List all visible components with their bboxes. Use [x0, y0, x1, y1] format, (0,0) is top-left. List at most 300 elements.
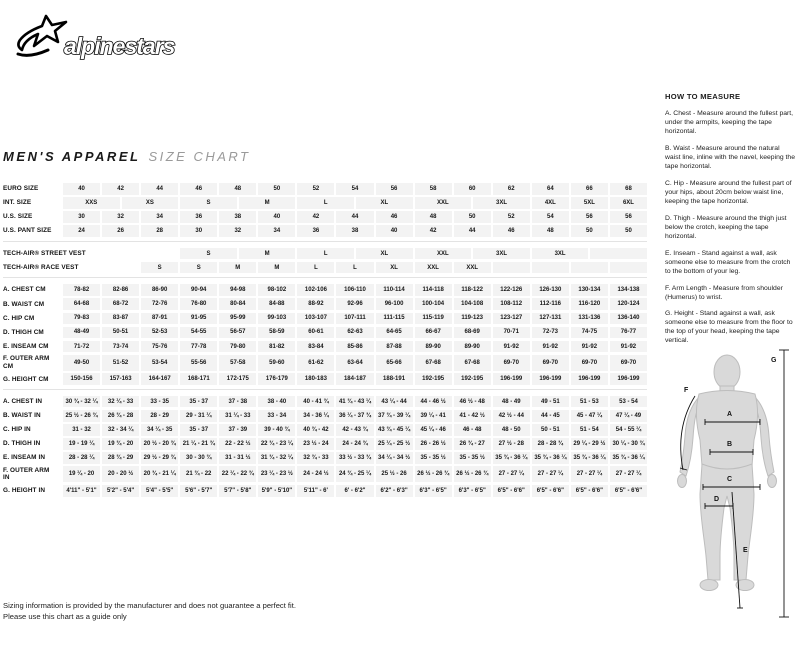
size-cell: 54: [532, 211, 569, 223]
size-cell: 24 - 24 ¾: [336, 438, 373, 450]
size-cell: 180-183: [297, 373, 334, 385]
size-cell: 35 ¾ - 36 ¼: [571, 452, 608, 464]
label-c: C: [727, 476, 733, 483]
row-label: TECH-AIR® RACE VEST: [3, 263, 79, 271]
size-cell: 47 ¼ - 49: [610, 410, 647, 422]
size-cell: 50 - 51: [532, 424, 569, 436]
label-a: A: [727, 411, 733, 418]
size-cell: 106-110: [336, 284, 373, 296]
size-cell: 28 - 28 ¼: [63, 452, 100, 464]
size-cell: 130-134: [571, 284, 608, 296]
size-cell: XXL: [415, 262, 452, 274]
size-cell: 70-71: [493, 327, 530, 339]
size-cell: 192-195: [454, 373, 491, 385]
size-cell: 83-87: [102, 313, 139, 325]
size-cell: 52: [297, 183, 334, 195]
size-cell: S: [180, 262, 217, 274]
size-cell: [571, 262, 608, 274]
size-cell: 4XL: [532, 197, 569, 209]
size-cell: 40: [63, 183, 100, 195]
size-cell: 64-68: [63, 298, 100, 310]
size-cell: 111-115: [376, 313, 413, 325]
size-cell: 79-83: [63, 313, 100, 325]
size-cell: [590, 248, 647, 260]
size-cell: 34 ¼ - 34 ½: [376, 452, 413, 464]
size-cell: 69-70: [610, 355, 647, 371]
size-cell: XXL: [454, 262, 491, 274]
how-to-measure: [665, 92, 795, 354]
size-cell: 28 - 29: [141, 410, 178, 422]
measure-item-inseam: E. Inseam - Stand against a wall, ask someone else to measure from the crotch to the bottom of your leg.: [665, 249, 791, 275]
row-label: A. CHEST CM: [3, 286, 46, 294]
size-cell: 27 ½ - 28: [493, 438, 530, 450]
size-cell: 86-90: [141, 284, 178, 296]
size-cell: 112-116: [532, 298, 569, 310]
measure-item-chest: A. Chest - Measure around the fullest part, under the armpits, keeping the tape horizontal.: [665, 110, 794, 135]
size-cell: 91-92: [532, 341, 569, 353]
table-row: [3, 211, 647, 223]
row-label: U.S. SIZE: [3, 213, 33, 221]
size-cell: 72-73: [532, 327, 569, 339]
size-cell: 68-72: [102, 298, 139, 310]
size-cell: 76-80: [180, 298, 217, 310]
size-cell: 26 - 26 ½: [415, 438, 452, 450]
size-cell: 3XL: [532, 248, 589, 260]
table-row: [3, 197, 647, 209]
row-label: TECH-AIR® STREET VEST: [3, 249, 86, 257]
size-cell: 34: [141, 211, 178, 223]
row-label: G. HEIGHT CM: [3, 375, 49, 383]
size-cell: 188-191: [376, 373, 413, 385]
size-cell: 73-74: [102, 341, 139, 353]
size-cell: 51 - 53: [571, 396, 608, 408]
size-cell: 43 ¼ - 44: [376, 396, 413, 408]
size-cell: 34 - 36 ¼: [297, 410, 334, 422]
size-cell: 104-108: [454, 298, 491, 310]
size-cell: 84-88: [258, 298, 295, 310]
brand-wordmark: alpinestars: [64, 33, 175, 59]
size-cell: 36: [297, 225, 334, 237]
size-cell: 27 - 27 ¼: [532, 466, 569, 482]
size-cell: 35 - 35 ½: [454, 452, 491, 464]
size-cell: 48: [219, 183, 256, 195]
size-cell: 42: [297, 211, 334, 223]
size-cell: 168-171: [180, 373, 217, 385]
size-cell: 91-92: [610, 341, 647, 353]
size-cell: 46: [180, 183, 217, 195]
size-cell: 24 ¾ - 25 ¼: [336, 466, 373, 482]
label-g: G: [771, 357, 777, 364]
size-cell: 118-122: [454, 284, 491, 296]
size-cell: 6'3" - 6'5": [415, 485, 452, 497]
row-label: E. INSEAM IN: [3, 454, 46, 462]
size-cell: 89-90: [454, 341, 491, 353]
size-cell: 66: [571, 183, 608, 195]
size-cell: 46 - 48: [454, 424, 491, 436]
size-cell: 80-84: [219, 298, 256, 310]
size-cell: 100-104: [415, 298, 452, 310]
size-cell: 110-114: [376, 284, 413, 296]
size-cell: 87-91: [141, 313, 178, 325]
footer-line-2: Please use this chart as a guide only: [3, 612, 127, 622]
size-cell: 6'5" - 6'6": [610, 485, 647, 497]
size-cell: 6'5" - 6'6": [571, 485, 608, 497]
size-cell: 28 ¾ - 29: [102, 452, 139, 464]
size-cell: 89-90: [415, 341, 452, 353]
size-cell: 30 ¼ - 30 ¾: [610, 438, 647, 450]
size-cell: XL: [376, 262, 413, 274]
size-cell: 46: [493, 225, 530, 237]
size-cell: XL: [356, 248, 413, 260]
size-cell: L: [297, 262, 334, 274]
size-cell: 56: [376, 183, 413, 195]
row-label: D. THIGH IN: [3, 440, 41, 448]
label-f: F: [684, 387, 689, 394]
size-cell: 48: [532, 225, 569, 237]
size-cell: 32 - 34 ¼: [102, 424, 139, 436]
size-cell: 24: [63, 225, 100, 237]
size-cell: 157-163: [102, 373, 139, 385]
size-cell: 44 - 45: [532, 410, 569, 422]
size-cell: 42 ½ - 44: [493, 410, 530, 422]
size-cell: 35 ¾ - 36 ¼: [493, 452, 530, 464]
size-cell: 24 - 24 ½: [297, 466, 334, 482]
size-cell: 131-136: [571, 313, 608, 325]
size-cell: 5XL: [571, 197, 608, 209]
page-title-sub: SIZE CHART: [148, 149, 251, 164]
size-cell: 31 ¼ - 33: [219, 410, 256, 422]
body-figure-svg: [653, 344, 800, 644]
size-cell: 42: [102, 183, 139, 195]
table-row: [3, 424, 647, 436]
table-row: [3, 341, 647, 353]
table-row: [3, 410, 647, 422]
size-cell: 35 ¾ - 36 ¼: [610, 452, 647, 464]
size-cell: S: [180, 197, 237, 209]
size-cell: 22 ¾ - 23 ¼: [258, 438, 295, 450]
size-cell: M: [239, 197, 296, 209]
size-cell: 21 ¾ - 22: [180, 466, 217, 482]
size-cell: 52: [493, 211, 530, 223]
size-cell: 76-77: [610, 327, 647, 339]
table-row: [3, 225, 647, 237]
measure-item-height: G. Height - Stand against a wall, ask someone else to measure from the floor to the top of your head, keeping the tape vertical.: [665, 310, 793, 345]
size-cell: 95-99: [219, 313, 256, 325]
size-cell: 37 - 38: [219, 396, 256, 408]
size-cell: 184-187: [336, 373, 373, 385]
size-cell: 59-60: [258, 355, 295, 371]
size-cell: 30: [180, 225, 217, 237]
size-cell: 92-96: [336, 298, 373, 310]
size-cell: 34: [258, 225, 295, 237]
size-cell: 87-88: [376, 341, 413, 353]
size-cell: 32: [219, 225, 256, 237]
size-cell: 34 ¼ - 35: [141, 424, 178, 436]
table-row: [3, 452, 647, 464]
size-cell: 67-68: [454, 355, 491, 371]
size-cell: 32 ¾ - 33: [297, 452, 334, 464]
size-cell: 196-199: [493, 373, 530, 385]
size-cell: 26 ½ - 26 ¾: [454, 466, 491, 482]
size-cell: 31 - 32: [63, 424, 100, 436]
size-cell: 82-86: [102, 284, 139, 296]
size-cell: 35 - 35 ½: [415, 452, 452, 464]
size-cell: 44 - 46 ½: [415, 396, 452, 408]
size-cell: 25 ¼ - 25 ½: [376, 438, 413, 450]
size-cell: 5'4" - 5'5": [141, 485, 178, 497]
size-cell: 68-69: [454, 327, 491, 339]
size-cell: 83-84: [297, 341, 334, 353]
size-cell: 88-92: [297, 298, 334, 310]
size-cell: 46 ½ - 48: [454, 396, 491, 408]
size-cell: 90-94: [180, 284, 217, 296]
size-cell: 40: [376, 225, 413, 237]
size-cell: 30 - 30 ¾: [180, 452, 217, 464]
size-cell: 60: [454, 183, 491, 195]
size-cell: 35 - 37: [180, 396, 217, 408]
size-cell: 26 ¾ - 28: [102, 410, 139, 422]
size-cell: 30: [63, 211, 100, 223]
size-cell: 26: [102, 225, 139, 237]
size-cell: 51-52: [102, 355, 139, 371]
size-cell: 29 ¼ - 29 ½: [571, 438, 608, 450]
size-cell: 48: [415, 211, 452, 223]
male-silhouette: [678, 355, 777, 591]
size-cell: 74-75: [571, 327, 608, 339]
size-cell: 56: [571, 211, 608, 223]
size-cell: 28: [141, 225, 178, 237]
footer-note: [3, 600, 296, 623]
table-row: [3, 183, 647, 195]
size-cell: 38 - 40: [258, 396, 295, 408]
size-cell: 46: [376, 211, 413, 223]
size-cell: S: [180, 248, 237, 260]
size-cell: 36 ¼ - 37 ¾: [336, 410, 373, 422]
size-cell: 33 - 35: [141, 396, 178, 408]
size-cell: 56-57: [219, 327, 256, 339]
size-cell: 40 - 41 ¾: [297, 396, 334, 408]
size-cell: 91-95: [180, 313, 217, 325]
size-cell: 176-179: [258, 373, 295, 385]
size-cell: 75-76: [141, 341, 178, 353]
size-cell: 3XL: [473, 197, 530, 209]
size-cell: 50: [454, 211, 491, 223]
size-cell: 43 ¾ - 45 ¼: [376, 424, 413, 436]
size-cell: 114-118: [415, 284, 452, 296]
size-cell: 68: [610, 183, 647, 195]
size-cell: 94-98: [219, 284, 256, 296]
size-cell: 50: [610, 225, 647, 237]
row-label: B. WAIST IN: [3, 412, 41, 420]
size-cell: 62-63: [336, 327, 373, 339]
size-cell: 30 ¾ - 32 ¼: [63, 396, 100, 408]
size-cell: 20 ½ - 20 ¾: [141, 438, 178, 450]
size-cell: 5'11" - 6': [297, 485, 334, 497]
size-cell: 38: [219, 211, 256, 223]
size-cell: 19 ¾ - 20: [102, 438, 139, 450]
size-cell: 27 - 27 ¼: [571, 466, 608, 482]
size-cell: 72-76: [141, 298, 178, 310]
size-cell: 6'5" - 6'6": [493, 485, 530, 497]
row-label: A. CHEST IN: [3, 398, 43, 405]
size-cell: 6XL: [610, 197, 647, 209]
size-cell: 28 - 28 ¾: [532, 438, 569, 450]
size-cell: 39 ¼ - 41: [415, 410, 452, 422]
size-cell: 44: [454, 225, 491, 237]
size-cell: 102-106: [297, 284, 334, 296]
size-cell: 3XL: [473, 248, 530, 260]
size-cell: 5'2" - 5'4": [102, 485, 139, 497]
table-row: [3, 355, 647, 371]
size-cell: 41 - 42 ½: [454, 410, 491, 422]
size-cell: 136-140: [610, 313, 647, 325]
table-row: [3, 313, 647, 325]
table-row: [3, 373, 647, 385]
size-cell: 19 - 19 ¼: [63, 438, 100, 450]
page-title-main: MEN'S APPAREL: [3, 149, 141, 164]
size-cell: 55-56: [180, 355, 217, 371]
size-cell: 37 ¾ - 39 ¼: [376, 410, 413, 422]
size-table: [3, 183, 647, 499]
size-cell: 27 - 27 ¼: [493, 466, 530, 482]
size-cell: 69-70: [571, 355, 608, 371]
label-e: E: [743, 547, 748, 554]
size-cell: 44: [141, 183, 178, 195]
size-cell: 23 ¼ - 23 ½: [258, 466, 295, 482]
table-row: [3, 262, 647, 274]
size-cell: 22 ¼ - 22 ¾: [219, 466, 256, 482]
size-cell: 20 ¾ - 21 ¼: [141, 466, 178, 482]
size-cell: 26 ¾ - 27: [454, 438, 491, 450]
size-cell: 78-82: [63, 284, 100, 296]
size-cell: 37 - 39: [219, 424, 256, 436]
size-cell: 60-61: [297, 327, 334, 339]
row-label: E. INSEAM CM: [3, 342, 49, 350]
size-cell: 57-58: [219, 355, 256, 371]
table-row: [3, 396, 647, 408]
size-cell: [532, 262, 569, 274]
group-divider: [3, 389, 647, 390]
how-to-measure-heading: HOW TO MEASURE: [665, 92, 741, 101]
size-cell: 21 ¼ - 21 ¾: [180, 438, 217, 450]
size-cell: 108-112: [493, 298, 530, 310]
alpinestars-logo-svg: [8, 12, 188, 68]
size-cell: 6' - 6'2": [336, 485, 373, 497]
size-cell: 49-50: [63, 355, 100, 371]
row-label: EURO SIZE: [3, 185, 39, 193]
size-cell: L: [297, 197, 354, 209]
table-row: [3, 485, 647, 497]
astar-icon: [18, 16, 66, 55]
measure-item-waist: B. Waist - Measure around the natural waist line, inline with the navel, keeping the tape horizontal.: [665, 144, 795, 170]
size-cell: 96-100: [376, 298, 413, 310]
size-cell: 48 - 50: [493, 424, 530, 436]
size-cell: 123-127: [493, 313, 530, 325]
size-cell: 107-111: [336, 313, 373, 325]
size-cell: 20 - 20 ½: [102, 466, 139, 482]
size-cell: 33 ½ - 33 ¾: [336, 452, 373, 464]
size-cell: 81-82: [258, 341, 295, 353]
size-cell: 85-86: [336, 341, 373, 353]
size-cell: 196-199: [610, 373, 647, 385]
size-cell: 196-199: [571, 373, 608, 385]
size-cell: 58-59: [258, 327, 295, 339]
size-cell: 48-49: [63, 327, 100, 339]
table-row: [3, 284, 647, 296]
size-cell: 22 - 22 ½: [219, 438, 256, 450]
size-cell: 4'11" - 5'1": [63, 485, 100, 497]
footer-line-1: Sizing information is provided by the manufacturer and does not guarantee a perfect fit.: [3, 601, 296, 610]
size-cell: 41 ¾ - 43 ¼: [336, 396, 373, 408]
size-cell: 119-123: [454, 313, 491, 325]
size-cell: 120-124: [610, 298, 647, 310]
size-cell: [493, 262, 530, 274]
size-cell: 115-119: [415, 313, 452, 325]
size-cell: 42: [415, 225, 452, 237]
table-row: [3, 327, 647, 339]
size-cell: 40 ¾ - 42: [297, 424, 334, 436]
size-cell: L: [336, 262, 373, 274]
size-cell: 35 - 37: [180, 424, 217, 436]
size-cell: 6'2" - 6'3": [376, 485, 413, 497]
size-cell: 66-67: [415, 327, 452, 339]
size-cell: 31 - 31 ½: [219, 452, 256, 464]
size-cell: 164-167: [141, 373, 178, 385]
size-cell: 38: [336, 225, 373, 237]
size-cell: 35 ¾ - 36 ¼: [532, 452, 569, 464]
table-row: [3, 466, 647, 482]
size-cell: 45 ¼ - 46: [415, 424, 452, 436]
size-cell: 103-107: [297, 313, 334, 325]
row-label: D. THIGH CM: [3, 328, 44, 336]
size-cell: 54: [336, 183, 373, 195]
group-divider: [3, 241, 647, 242]
size-cell: 126-130: [532, 284, 569, 296]
size-cell: 5'6" - 5'7": [180, 485, 217, 497]
measure-item-hip: C. Hip - Measure around the fullest part of your hips, about 20cm below waist line, keeping the tape horizontal.: [665, 179, 792, 205]
size-cell: 50-51: [102, 327, 139, 339]
size-cell: 52-53: [141, 327, 178, 339]
size-cell: 64: [532, 183, 569, 195]
size-cell: 172-175: [219, 373, 256, 385]
size-cell: 48 - 49: [493, 396, 530, 408]
size-cell: M: [239, 248, 296, 260]
size-cell: 77-78: [180, 341, 217, 353]
size-cell: 65-66: [376, 355, 413, 371]
size-cell: 31 ¾ - 32 ¼: [258, 452, 295, 464]
row-label: INT. SIZE: [3, 199, 32, 207]
label-b: B: [727, 441, 733, 448]
measure-item-arm: F. Arm Length - Measure from shoulder (Humerus) to wrist.: [665, 284, 783, 301]
size-cell: 32 ¼ - 33: [102, 396, 139, 408]
size-cell: 56: [610, 211, 647, 223]
size-cell: 122-126: [493, 284, 530, 296]
size-cell: 25 ½ - 26 ¾: [63, 410, 100, 422]
size-cell: 71-72: [63, 341, 100, 353]
size-cell: 5'9" - 5'10": [258, 485, 295, 497]
row-label: F. OUTER ARM CM: [3, 355, 50, 370]
alpinestars-logo: [8, 12, 188, 68]
size-cell: 6'5" - 6'6": [532, 485, 569, 497]
size-cell: 53 - 54: [610, 396, 647, 408]
size-cell: M: [258, 262, 295, 274]
size-cell: 69-70: [532, 355, 569, 371]
size-cell: 33 - 34: [258, 410, 295, 422]
size-cell: 40: [258, 211, 295, 223]
size-cell: 116-120: [571, 298, 608, 310]
size-cell: 29 - 31 ¼: [180, 410, 217, 422]
size-cell: 49 - 51: [532, 396, 569, 408]
